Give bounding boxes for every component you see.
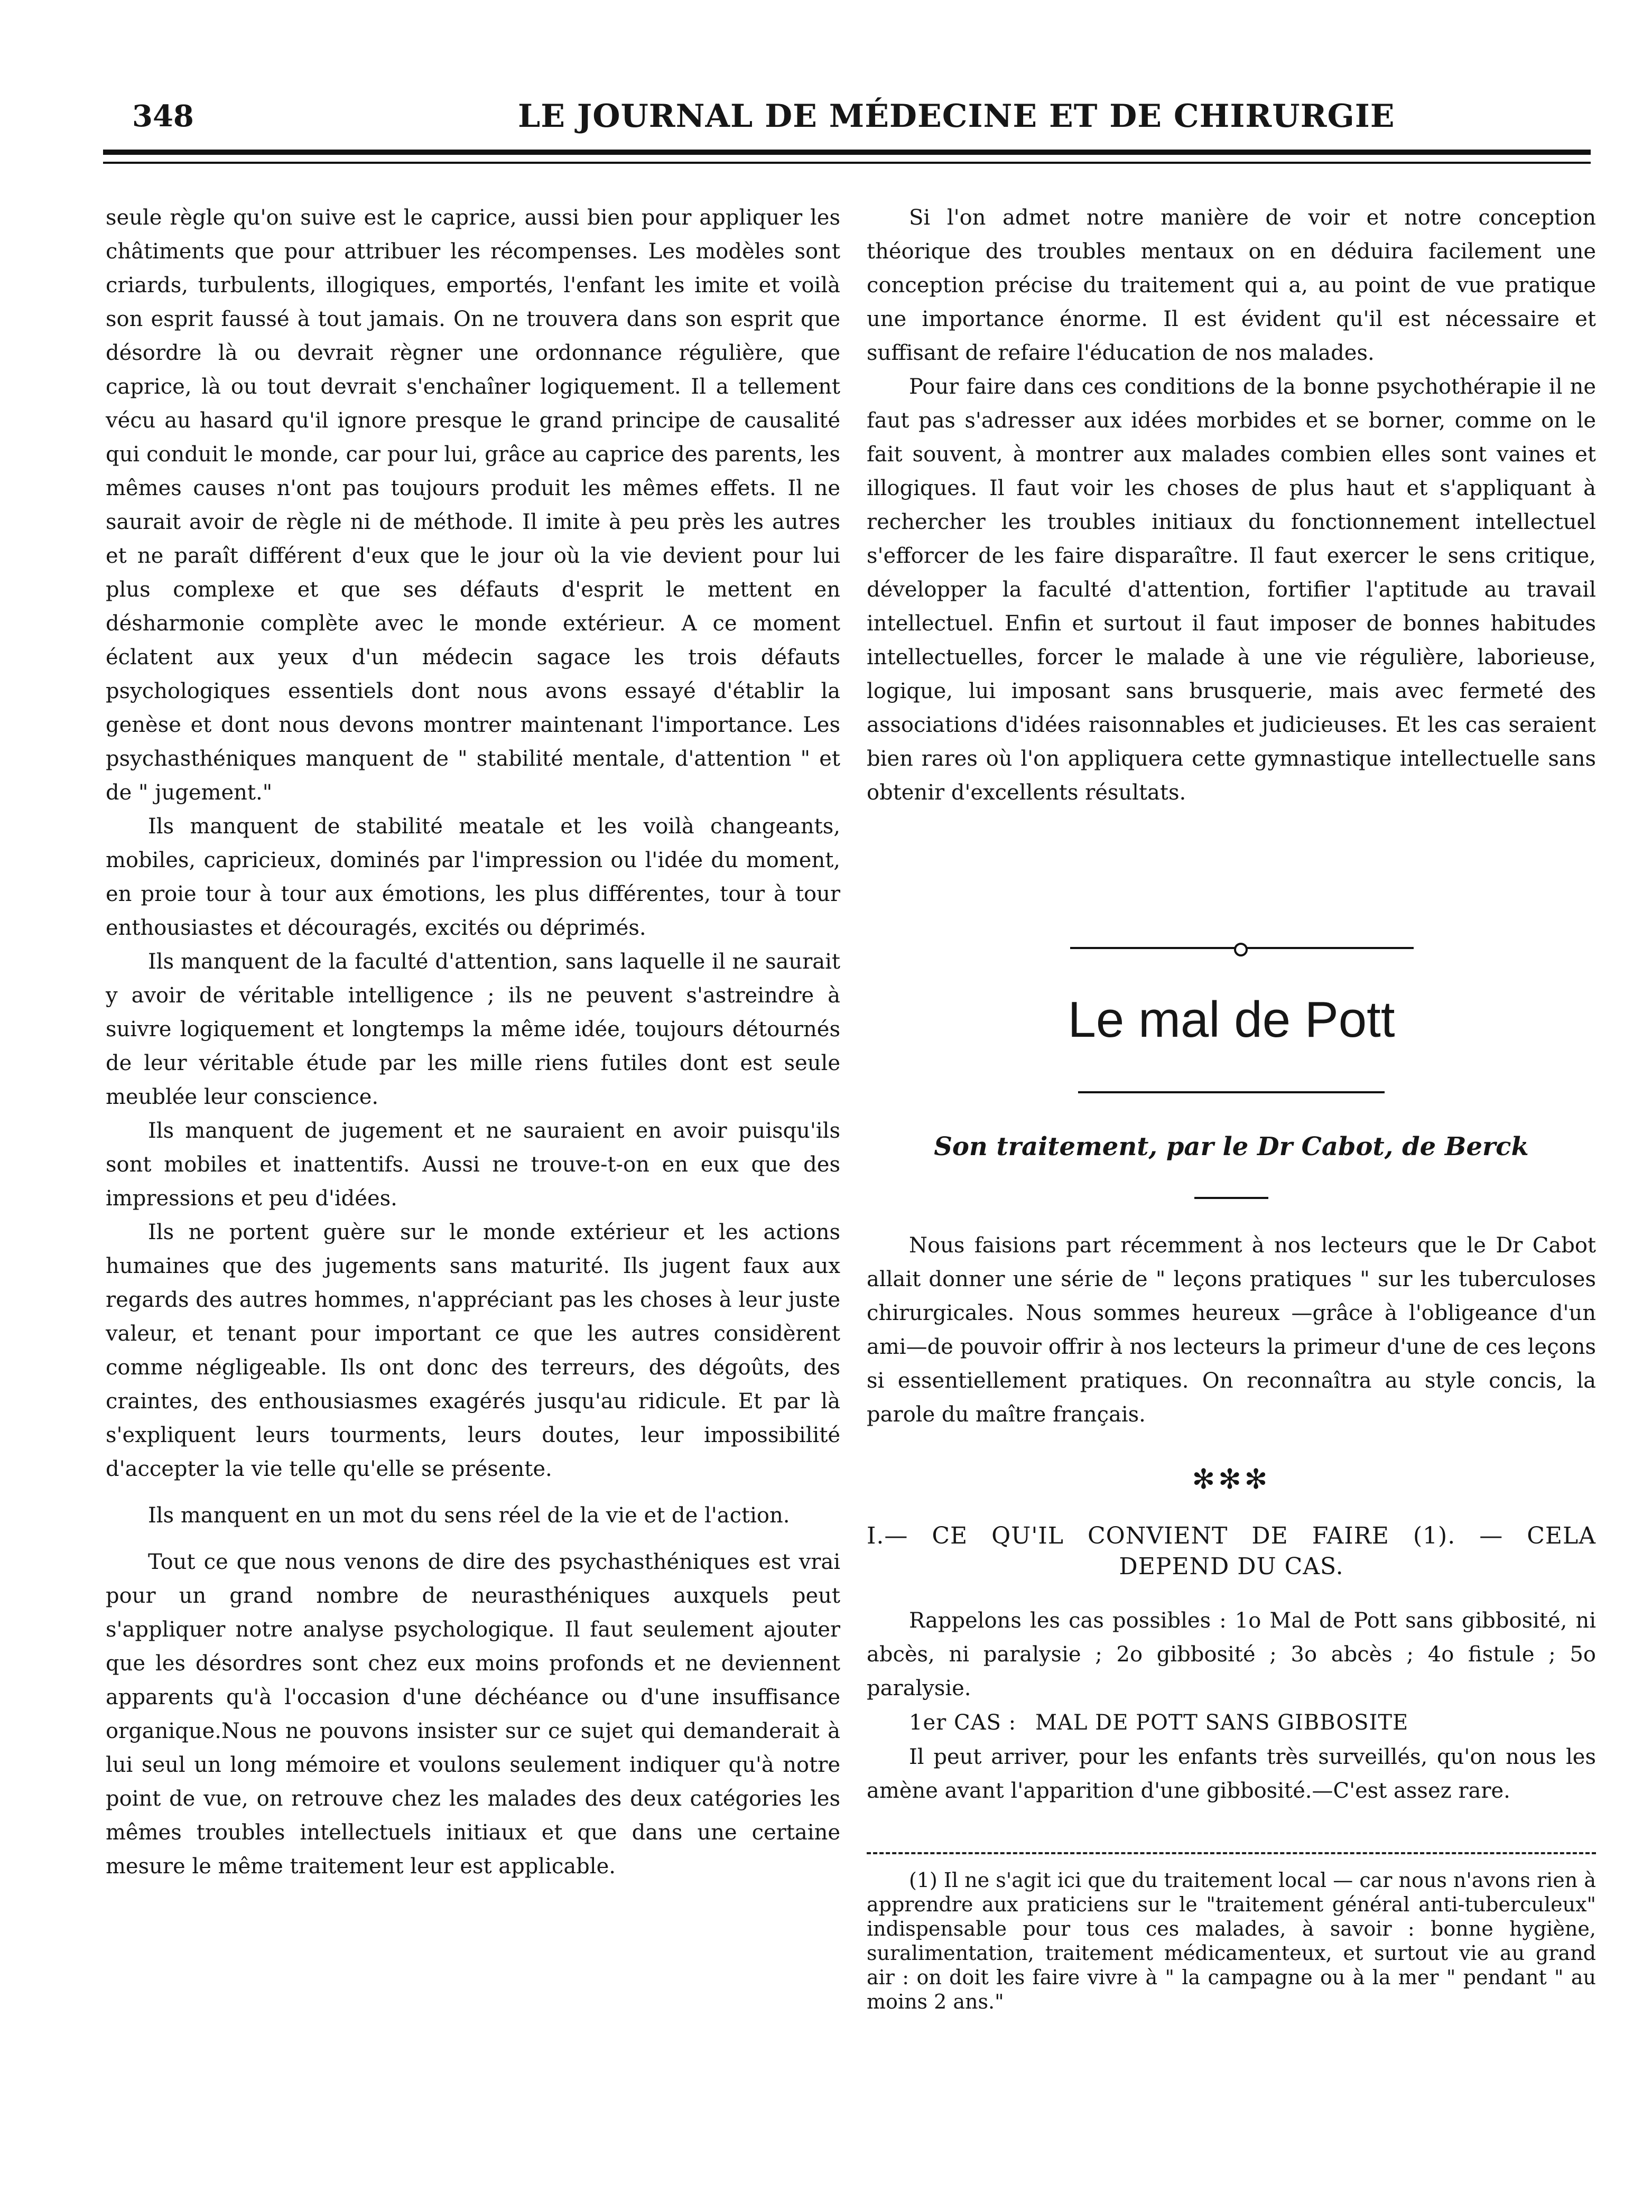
left-paragraph-1: seule règle qu'on suive est le caprice, aussi bien pour appliquer les châtiments que pour attribuer les récompenses. Les modèles sont criards, turbulents, illogiques, emportés, l'enfant les imite et voilà son esprit faussé à tout jamais. On ne trouvera dans son esprit que désordre là ou devrait règner une ordonnance régulière, que caprice, là ou tout devrait s'enchaîner logiquement. Il a tellement vécu au hasard qu'il ignore presque le grand principe de causalité qui conduit le monde, car pour lui, grâce au caprice des parents, les mêmes causes n'ont pas toujours produit les mêmes effets. Il ne saurait avoir de règle ni de méthode. Il imite à peu près les autres et ne paraît différent d'eux que le jour où la vie devient pour lui plus complexe et que ses défauts d'esprit le mettent en désharmonie complète avec le monde extérieur. A ce moment éclatent aux yeux d'un médecin sagace les trois défauts psychologiques essentiels dont nous avons essayé d'établir la genèse et dont nous devons montrer maintenant l'importance. Les psychasthéniques manquent de " stabilité mentale, d'attention " et de " jugement." [106,206,840,805]
left-paragraph-2: Ils manquent de stabilité meatale et les voilà changeants, mobiles, capricieux, dominés par l'impression ou l'idée du moment, en proie tour à tour aux émotions, les plus différentes, tour à tour enthousiastes et découragés, excités ou déprimés. [106,814,840,940]
running-header [100,95,1591,137]
footnote-text: (1) Il ne s'agit ici que du traitement local — car nous n'avons rien à apprendre aux praticiens sur le "traitement général anti-tuberculeux" indispensable pour tous ces malades, à savoir : bonne hygiène, suralimentation, traitement médicamenteux, et surtout vie au grand air : on doit les faire vivre à " la campagne ou à la mer " pendant " au moins 2 ans." [867,1869,1596,2013]
title-rule [1078,1091,1385,1093]
section-heading-line-1: I.— CE QU'IL CONVIENT DE FAIRE (1). — CELA [867,1522,1596,1549]
intro-paragraph: Nous faisions part récemment à nos lecteurs que le Dr Cabot allait donner une série de " leçons pratiques " sur les tuberculoses chirurgicales. Nous sommes heureux —grâce à l'obligeance d'un ami—de pouvoir offrir à nos lecteurs la primeur d'une de ces leçons si essentiellement pratiques. On reconnaîtra au style concis, la parole du maître français. [867,1233,1596,1427]
right-column [867,201,1596,810]
section-ornament [1070,943,1414,953]
subtitle-rule [1194,1197,1268,1199]
page-number: 348 [132,99,194,134]
article-intro [867,1229,1596,1432]
section-heading-line-2: DEPEND DU CAS. [1119,1553,1344,1580]
case-label: 1er CAS : [909,1711,1017,1735]
cases-paragraph: Rappelons les cas possibles : 1o Mal de Pott sans gibbosité, ni abcès, ni paralysie ; 2o gibbosité ; 3o abcès ; 4o fistule ; 5o paralysie. [867,1609,1596,1700]
header-rule-thin [103,162,1591,164]
footnote [867,1868,1596,2014]
left-paragraph-6: Ils manquent en un mot du sens réel de la vie et de l'action. [148,1503,790,1528]
case-paragraph: Il peut arriver, pour les enfants très surveillés, qu'on nous les amène avant l'apparition d'une gibbosité.—C'est assez rare. [867,1745,1596,1803]
case-heading [867,1705,1596,1740]
right-paragraph-1: Si l'on admet notre manière de voir et notre conception théorique des troubles mentaux on en déduira facilement une conception précise du traitement qui a, au point de vue pratique une importance énorme. Il est évident qu'il est nécessaire et suffisant de refaire l'éducation de nos malades. [867,206,1596,365]
left-paragraph-5: Ils ne portent guère sur le monde extérieur et les actions humaines que des jugements sans maturité. Ils jugent faux aux regards des autres hommes, n'appréciant pas les choses à leur juste valeur, et tenant pour important ce que les autres considèrent comme négligeable. Ils ont donc des terreurs, des dégoûts, des craintes, des enthousiasmes exagérés jusqu'au ridicule. Et par là s'expliquent leurs tourments, leurs doutes, leur impossibilité d'accepter la vie telle qu'elle se présente. [106,1220,840,1481]
header-rule-thick [103,150,1591,155]
left-column [106,201,840,1883]
right-paragraph-2: Pour faire dans ces conditions de la bonne psychothérapie il ne faut pas s'adresser aux idées morbides et se borner, comme on le fait souvent, à montrer aux malades combien elles sont vaines et illogiques. Il faut voir les choses de plus haut et s'appliquant à rechercher les troubles initiaux du fonctionnement intellectuel s'efforcer de les faire disparaître. Il faut exercer le sens critique, développer la faculté d'attention, fortifier l'aptitude au travail intellectuel. Enfin et surtout il faut imposer de bonnes habitudes intellectuelles, forcer le malade à une vie régulière, laborieuse, logique, lui imposant sans brusquerie, mais avec fermeté des associations d'idées raisonnables et judicieuses. Et les cas seraient bien rares où l'on appliquera cette gymnastique intellectuelle sans obtenir d'excellents résultats. [867,375,1596,805]
article-body [867,1604,1596,1808]
footnote-rule [867,1852,1596,1854]
left-paragraph-4: Ils manquent de jugement et ne sauraient en avoir puisqu'ils sont mobiles et inattentifs. Aussi ne trouve-t-on en eux que des impressions et peu d'idées. [106,1119,840,1211]
left-paragraph-3: Ils manquent de la faculté d'attention, sans laquelle il ne saurait y avoir de véritable intelligence ; ils ne peuvent s'astreindre à suivre logiquement et longtemps la même idée, toujours détournés de leur véritable étude par les mille riens futiles dont est seule meublée leur conscience. [106,950,840,1109]
left-paragraph-7: Tout ce que nous venons de dire des psychasthéniques est vrai pour un grand nombre de neurasthéniques auxquels peut s'appliquer notre analyse psychologique. Il faut seulement ajouter que les désordres sont chez eux moins profonds et ne deviennent apparents qu'à l'occasion d'une déchéance ou d'une insuffisance organique.Nous ne pouvons insister sur ce sujet qui demanderait à lui seul un long mémoire et voulons seulement indiquer qu'à notre point de vue, on retrouve chez les malades des deux catégories les mêmes troubles intellectuels initiaux et que dans une certaine mesure le même traitement leur est applicable. [106,1550,840,1879]
section-heading [867,1521,1596,1582]
asterism: ✻✻✻ [1192,1464,1271,1495]
article-title: Le mal de Pott [1068,991,1395,1048]
article-subtitle: Son traitement, par le Dr Cabot, de Berck [934,1132,1529,1161]
journal-title: LE JOURNAL DE MÉDECINE ET DE CHIRURGIE [518,98,1395,135]
case-title: MAL DE POTT SANS GIBBOSITE [1035,1711,1409,1735]
